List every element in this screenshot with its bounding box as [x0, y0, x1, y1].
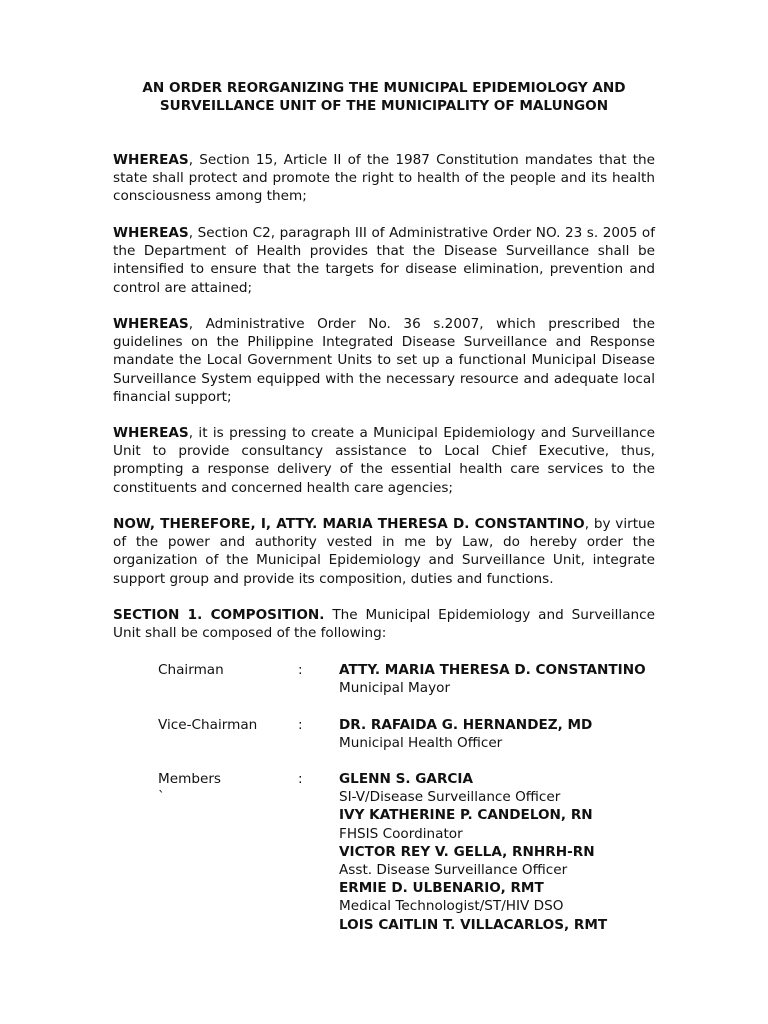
whereas-paragraph-4	[113, 424, 655, 497]
stray-mark: `	[158, 789, 165, 805]
now-therefore-paragraph	[113, 515, 655, 588]
chairman-position: Municipal Mayor	[339, 680, 451, 697]
whereas-paragraph-1	[113, 151, 655, 206]
member-name: GLENN S. GARCIA	[339, 771, 473, 787]
paragraph-lead: WHEREAS	[113, 152, 189, 168]
colon: :	[298, 771, 303, 787]
paragraph-lead: WHEREAS	[113, 225, 189, 241]
section-1-paragraph	[113, 606, 655, 642]
vice-chairman-name: DR. RAFAIDA G. HERNANDEZ, MD	[339, 717, 593, 733]
member-position: Medical Technologist/ST/HIV DSO	[339, 898, 564, 915]
paragraph-text: , Section 15, Article II of the 1987 Constitution mandates that the state shall protect and promote the right to health of the people and its health consciousness among them;	[113, 152, 655, 205]
vice-chairman-entry	[339, 716, 669, 752]
whereas-paragraph-3	[113, 315, 655, 406]
paragraph-lead: WHEREAS	[113, 316, 189, 332]
member-position: FHSIS Coordinator	[339, 825, 463, 842]
members-list	[339, 770, 669, 934]
member-name: LOIS CAITLIN T. VILLACARLOS, RMT	[339, 916, 608, 933]
member-name: ERMIE D. ULBENARIO, RMT	[339, 880, 544, 897]
paragraph-lead: NOW, THEREFORE, I, ATTY. MARIA THERESA D. CONSTANTINO	[113, 516, 585, 532]
members-label: Members	[158, 771, 221, 787]
vice-chairman-position: Municipal Health Officer	[339, 735, 503, 752]
vice-chairman-label: Vice-Chairman	[158, 717, 258, 733]
paragraph-text: , Section C2, paragraph III of Administrative Order NO. 23 s. 2005 of the Department of Health provides that the Disease Surveillance shall be intensified to ensure that the targets for disease elimination, prevention and control are attained;	[113, 225, 655, 296]
whereas-paragraph-2	[113, 224, 655, 297]
chairman-label: Chairman	[158, 662, 224, 678]
document-title	[112, 79, 656, 115]
paragraph-text: , Administrative Order No. 36 s.2007, which prescribed the guidelines on the Philippine Integrated Disease Surveillance and Response mandate the Local Government Units to set up a functional Municipal Disease Surveillance System equipped with the necessary resource and adequate local financial support;	[113, 316, 655, 405]
chairman-entry	[339, 661, 669, 697]
member-position: Asst. Disease Surveillance Officer	[339, 862, 568, 879]
chairman-name: ATTY. MARIA THERESA D. CONSTANTINO	[339, 662, 646, 678]
title-line-1: AN ORDER REORGANIZING THE MUNICIPAL EPIDEMIOLOGY AND	[142, 80, 626, 96]
colon: :	[298, 717, 303, 733]
paragraph-text: , by virtue of the power and authority vested in me by Law, do hereby order the organization of the Municipal Epidemiology and Surveillance Unit, integrate support group and provide its composition, duties and functions.	[113, 516, 655, 587]
title-line-2: SURVEILLANCE UNIT OF THE MUNICIPALITY OF MALUNGON	[159, 98, 609, 114]
paragraph-text: The Municipal Epidemiology and Surveillance Unit shall be composed of the following:	[113, 607, 655, 642]
member-name: VICTOR REY V. GELLA, RNHRH-RN	[339, 843, 595, 860]
paragraph-text: , it is pressing to create a Municipal Epidemiology and Surveillance Unit to provide consultancy assistance to Local Chief Executive, thus, prompting a response delivery of the essential health care services to the constituents and concerned health care agencies;	[113, 425, 655, 496]
paragraph-lead: WHEREAS	[113, 425, 189, 441]
section-heading: SECTION 1. COMPOSITION.	[113, 607, 325, 623]
colon: :	[298, 662, 303, 678]
member-position: SI-V/Disease Surveillance Officer	[339, 789, 561, 806]
member-name: IVY KATHERINE P. CANDELON, RN	[339, 807, 593, 824]
